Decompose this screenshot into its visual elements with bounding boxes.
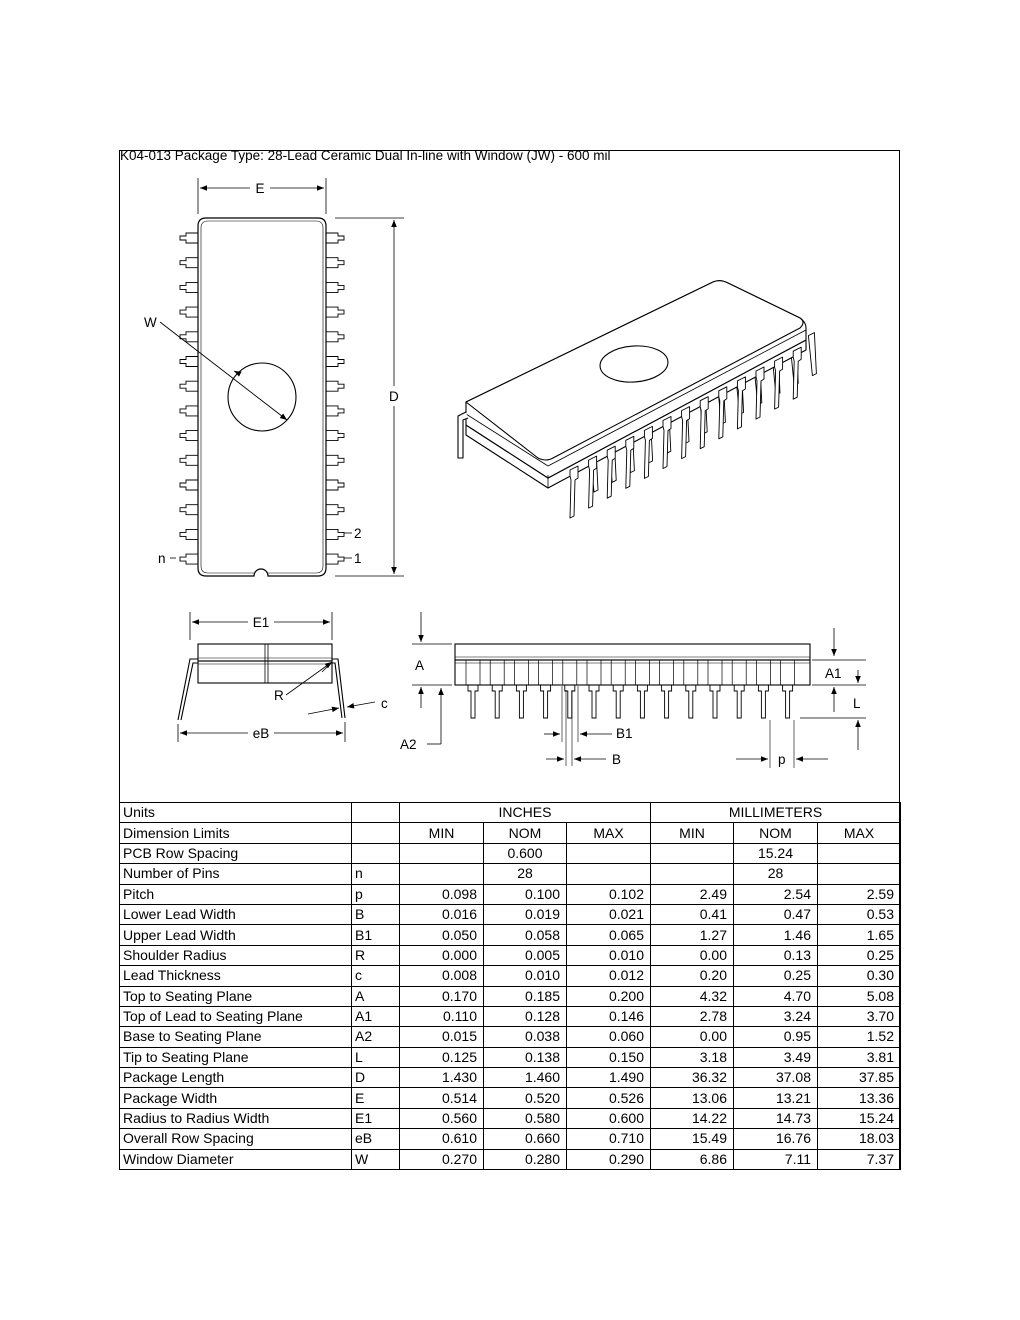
cell-in-nom: 0.520 — [484, 1088, 567, 1108]
cell-sym: B — [352, 904, 400, 924]
cell-mm-max: 0.25 — [818, 945, 901, 965]
cell-mm-nom: 7.11 — [734, 1149, 818, 1169]
iso-front-lead — [737, 377, 745, 429]
cell-in-nom: 0.005 — [484, 945, 567, 965]
side-view-lead — [516, 685, 526, 718]
top-view-lead-left — [180, 282, 198, 292]
cell-mm-max — [818, 864, 901, 884]
side-view-lead-shoulder — [732, 660, 746, 685]
header-sym — [352, 803, 400, 823]
top-view-leads — [180, 233, 344, 564]
cell-in-min: 0.050 — [400, 925, 484, 945]
cell-in-nom: 0.038 — [484, 1027, 567, 1047]
cell-sym: B1 — [352, 925, 400, 945]
dimension-table — [119, 802, 901, 1170]
side-view-lead — [686, 685, 696, 718]
cell-mm-max: 2.59 — [818, 884, 901, 904]
cell-in-min: 1.430 — [400, 1068, 484, 1088]
side-view-lead — [541, 685, 551, 718]
top-view-lead-left — [180, 332, 198, 342]
cell-label: Package Width — [120, 1088, 352, 1108]
top-view-lead-left — [180, 307, 198, 317]
top-view-lead-right — [326, 307, 344, 317]
top-view-lead-right — [326, 381, 344, 391]
top-view-lead-right — [326, 258, 344, 268]
cell-mm-min: 36.32 — [651, 1068, 734, 1088]
header-in-min: MIN — [400, 823, 484, 843]
side-view-lead — [637, 685, 647, 718]
label-pin-1: 1 — [354, 551, 362, 566]
cell-in-max: 0.012 — [567, 966, 651, 986]
label-R: R — [274, 688, 284, 703]
cell-mm-min — [651, 864, 734, 884]
cell-mm-max: 18.03 — [818, 1129, 901, 1149]
top-view-lead-left — [180, 258, 198, 268]
cell-in-max: 0.021 — [567, 904, 651, 924]
cell-mm-nom: 15.24 — [734, 843, 818, 863]
label-A2: A2 — [400, 737, 417, 752]
cell-mm-min: 15.49 — [651, 1129, 734, 1149]
cell-mm-min: 2.49 — [651, 884, 734, 904]
top-view-lead-right — [326, 233, 344, 243]
header-mm-max: MAX — [818, 823, 901, 843]
side-view-upper-body — [455, 644, 810, 660]
cell-in-max: 0.290 — [567, 1149, 651, 1169]
table-row — [120, 884, 901, 904]
header-in-max: MAX — [567, 823, 651, 843]
side-view-lead — [783, 685, 793, 718]
cell-mm-min: 2.78 — [651, 1006, 734, 1026]
cell-label: Lower Lead Width — [120, 904, 352, 924]
cell-label: Base to Seating Plane — [120, 1027, 352, 1047]
side-view-lead-shoulder — [684, 660, 698, 685]
cell-sym: c — [352, 966, 400, 986]
cell-sym: eB — [352, 1129, 400, 1149]
cell-mm-nom: 0.47 — [734, 904, 818, 924]
side-view-lead-shoulder — [781, 660, 795, 685]
cell-mm-nom: 0.95 — [734, 1027, 818, 1047]
cell-mm-min: 0.00 — [651, 1027, 734, 1047]
table-row — [120, 1108, 901, 1128]
cell-mm-max: 3.81 — [818, 1047, 901, 1067]
cell-mm-max: 15.24 — [818, 1108, 901, 1128]
side-view-lead-shoulder — [514, 660, 528, 685]
top-view-lead-right — [326, 357, 344, 367]
cell-label: Package Length — [120, 1068, 352, 1088]
label-c: c — [381, 696, 388, 711]
cell-in-max: 0.065 — [567, 925, 651, 945]
cell-in-nom: 0.128 — [484, 1006, 567, 1026]
cell-sym: D — [352, 1068, 400, 1088]
cell-sym: n — [352, 864, 400, 884]
cell-mm-max: 1.52 — [818, 1027, 901, 1047]
cell-in-nom: 0.019 — [484, 904, 567, 924]
iso-front-lead — [775, 357, 783, 409]
cell-in-nom: 0.100 — [484, 884, 567, 904]
table-row — [120, 1047, 901, 1067]
side-view-lead — [589, 685, 599, 718]
cell-sym: E1 — [352, 1108, 400, 1128]
iso-front-lead — [570, 466, 578, 518]
iso-front-lead — [793, 347, 801, 399]
cell-in-min: 0.610 — [400, 1129, 484, 1149]
cell-mm-max: 0.30 — [818, 966, 901, 986]
top-view-lead-left — [180, 406, 198, 416]
cell-in-min: 0.514 — [400, 1088, 484, 1108]
header-units: Units — [120, 803, 352, 823]
cell-mm-nom: 1.46 — [734, 925, 818, 945]
cell-mm-nom: 28 — [734, 864, 818, 884]
cell-in-max — [567, 864, 651, 884]
header-mm-min: MIN — [651, 823, 734, 843]
table-header-units — [120, 803, 901, 823]
table-row — [120, 925, 901, 945]
cell-in-min: 0.008 — [400, 966, 484, 986]
cell-in-nom: 28 — [484, 864, 567, 884]
cell-mm-max: 3.70 — [818, 1006, 901, 1026]
label-E1: E1 — [252, 615, 270, 630]
label-n: n — [158, 551, 166, 566]
label-eB: eB — [252, 726, 270, 741]
side-view-lead-shoulder — [756, 660, 770, 685]
cell-in-max: 0.010 — [567, 945, 651, 965]
cell-in-max: 0.526 — [567, 1088, 651, 1108]
top-view-lead-left — [180, 480, 198, 490]
table-row — [120, 966, 901, 986]
table-row — [120, 1068, 901, 1088]
cell-in-nom: 0.138 — [484, 1047, 567, 1067]
cell-in-min: 0.000 — [400, 945, 484, 965]
cell-sym: A2 — [352, 1027, 400, 1047]
header-inches: INCHES — [400, 803, 651, 823]
label-W: W — [144, 315, 157, 330]
side-view-lead — [613, 685, 623, 718]
isometric-view — [458, 281, 816, 518]
top-view-lead-right — [326, 505, 344, 515]
cell-in-nom: 0.010 — [484, 966, 567, 986]
cell-in-nom: 0.280 — [484, 1149, 567, 1169]
top-view-lead-left — [180, 357, 198, 367]
table-row — [120, 986, 901, 1006]
package-body-inner-outline — [201, 221, 323, 573]
cell-mm-nom: 16.76 — [734, 1129, 818, 1149]
table-header-limits — [120, 823, 901, 843]
top-view-lead-right — [326, 529, 344, 539]
cell-mm-min: 13.06 — [651, 1088, 734, 1108]
cell-in-min: 0.270 — [400, 1149, 484, 1169]
cell-label: Radius to Radius Width — [120, 1108, 352, 1128]
side-view-lead-shoulder — [587, 660, 601, 685]
side-view-lead-shoulder — [660, 660, 674, 685]
cell-mm-nom: 37.08 — [734, 1068, 818, 1088]
package-body-outline — [198, 218, 326, 576]
cell-label: Shoulder Radius — [120, 945, 352, 965]
top-view-lead-left — [180, 431, 198, 441]
label-B1: B1 — [616, 726, 633, 741]
cell-in-max: 0.600 — [567, 1108, 651, 1128]
cell-sym — [352, 843, 400, 863]
cell-sym: A — [352, 986, 400, 1006]
side-view-lead-shoulder — [563, 660, 577, 685]
cell-in-nom: 0.660 — [484, 1129, 567, 1149]
side-view-lead — [758, 685, 768, 718]
top-view-lead-left — [180, 381, 198, 391]
label-pin-2: 2 — [354, 526, 362, 541]
end-view — [178, 612, 375, 742]
window-circle — [228, 363, 296, 431]
cell-label: PCB Row Spacing — [120, 843, 352, 863]
cell-in-max: 0.150 — [567, 1047, 651, 1067]
side-view — [412, 612, 866, 768]
label-D: D — [389, 389, 399, 404]
cell-in-max: 0.200 — [567, 986, 651, 1006]
iso-front-lead — [756, 367, 764, 419]
cell-in-min — [400, 864, 484, 884]
cell-label: Window Diameter — [120, 1149, 352, 1169]
side-view-lead-shoulder — [466, 660, 480, 685]
top-view-lead-left — [180, 505, 198, 515]
cell-sym: A1 — [352, 1006, 400, 1026]
cell-mm-min: 4.32 — [651, 986, 734, 1006]
cell-in-min: 0.015 — [400, 1027, 484, 1047]
cell-mm-min: 3.18 — [651, 1047, 734, 1067]
table-row — [120, 904, 901, 924]
table-row — [120, 1027, 901, 1047]
top-view-lead-right — [326, 332, 344, 342]
end-view-left-lead — [178, 659, 198, 720]
cell-in-max: 0.710 — [567, 1129, 651, 1149]
cell-mm-max: 0.53 — [818, 904, 901, 924]
cell-in-max: 0.060 — [567, 1027, 651, 1047]
table-row — [120, 1088, 901, 1108]
cell-in-nom: 1.460 — [484, 1068, 567, 1088]
cell-in-min: 0.098 — [400, 884, 484, 904]
side-view-lead — [734, 685, 744, 718]
cell-mm-nom: 14.73 — [734, 1108, 818, 1128]
side-view-lead-shoulder — [539, 660, 553, 685]
cell-mm-max: 7.37 — [818, 1149, 901, 1169]
top-view-lead-right — [326, 431, 344, 441]
header-dimension-limits: Dimension Limits — [120, 823, 352, 843]
cell-mm-nom: 3.24 — [734, 1006, 818, 1026]
label-B: B — [612, 752, 622, 767]
cell-mm-min: 0.20 — [651, 966, 734, 986]
table-row — [120, 945, 901, 965]
table-row — [120, 1006, 901, 1026]
cell-mm-nom: 13.21 — [734, 1088, 818, 1108]
window-diameter-line — [160, 322, 287, 420]
cell-in-max — [567, 843, 651, 863]
cell-mm-min — [651, 843, 734, 863]
cell-label: Top to Seating Plane — [120, 986, 352, 1006]
cell-in-min — [400, 843, 484, 863]
label-A1: A1 — [825, 666, 842, 681]
header-in-nom: NOM — [484, 823, 567, 843]
header-mm-nom: NOM — [734, 823, 818, 843]
side-view-lead — [468, 685, 478, 718]
top-view-lead-right — [326, 282, 344, 292]
cell-in-max: 0.146 — [567, 1006, 651, 1026]
cell-in-min: 0.110 — [400, 1006, 484, 1026]
side-view-lead — [710, 685, 720, 718]
cell-label: Top of Lead to Seating Plane — [120, 1006, 352, 1026]
top-view-lead-right — [326, 480, 344, 490]
cell-sym: R — [352, 945, 400, 965]
cell-in-min: 0.170 — [400, 986, 484, 1006]
cell-mm-max: 13.36 — [818, 1088, 901, 1108]
top-view-lead-right — [326, 554, 344, 564]
top-view — [160, 178, 404, 576]
top-view-lead-left — [180, 233, 198, 243]
side-view-lead-shoulder — [490, 660, 504, 685]
cell-sym: E — [352, 1088, 400, 1108]
cell-label: Overall Row Spacing — [120, 1129, 352, 1149]
cell-mm-min: 14.22 — [651, 1108, 734, 1128]
cell-label: Tip to Seating Plane — [120, 1047, 352, 1067]
cell-mm-nom: 0.25 — [734, 966, 818, 986]
cell-in-max: 0.102 — [567, 884, 651, 904]
cell-in-nom: 0.185 — [484, 986, 567, 1006]
cell-label: Lead Thickness — [120, 966, 352, 986]
table-row — [120, 1149, 901, 1169]
cell-label: Number of Pins — [120, 864, 352, 884]
label-p: p — [778, 752, 786, 767]
label-E: E — [255, 181, 265, 196]
iso-front-lead — [719, 387, 727, 439]
cell-in-min: 0.125 — [400, 1047, 484, 1067]
cell-mm-min: 6.86 — [651, 1149, 734, 1169]
cell-mm-min: 0.41 — [651, 904, 734, 924]
side-view-leads — [466, 660, 795, 718]
side-view-lead — [492, 685, 502, 718]
drawing-title: K04-013 Package Type: 28-Lead Ceramic Dual In-line with Window (JW) - 600 mil — [120, 148, 611, 163]
label-L: L — [853, 696, 861, 711]
cell-in-min: 0.560 — [400, 1108, 484, 1128]
cell-mm-nom: 0.13 — [734, 945, 818, 965]
cell-sym: L — [352, 1047, 400, 1067]
side-view-lead-shoulder — [635, 660, 649, 685]
side-view-lead-shoulder — [611, 660, 625, 685]
cell-in-nom: 0.058 — [484, 925, 567, 945]
cell-sym: p — [352, 884, 400, 904]
cell-in-nom: 0.580 — [484, 1108, 567, 1128]
cell-mm-min: 1.27 — [651, 925, 734, 945]
cell-in-max: 1.490 — [567, 1068, 651, 1088]
cell-in-nom: 0.600 — [484, 843, 567, 863]
label-A: A — [415, 658, 425, 673]
side-view-lead — [662, 685, 672, 718]
cell-mm-nom: 4.70 — [734, 986, 818, 1006]
side-view-lead-shoulder — [708, 660, 722, 685]
table-row — [120, 843, 901, 863]
header-limits-sym — [352, 823, 400, 843]
cell-label: Upper Lead Width — [120, 925, 352, 945]
cell-mm-max: 1.65 — [818, 925, 901, 945]
top-view-lead-right — [326, 406, 344, 416]
cell-sym: W — [352, 1149, 400, 1169]
top-view-lead-right — [326, 455, 344, 465]
cell-mm-nom: 2.54 — [734, 884, 818, 904]
header-millimeters: MILLIMETERS — [651, 803, 901, 823]
top-view-lead-left — [180, 455, 198, 465]
cell-in-min: 0.016 — [400, 904, 484, 924]
cell-mm-max: 5.08 — [818, 986, 901, 1006]
top-view-lead-left — [180, 554, 198, 564]
table-row — [120, 864, 901, 884]
iso-back-lead — [808, 333, 816, 376]
cell-mm-max: 37.85 — [818, 1068, 901, 1088]
cell-mm-nom: 3.49 — [734, 1047, 818, 1067]
cell-label: Pitch — [120, 884, 352, 904]
cell-mm-max — [818, 843, 901, 863]
cell-mm-min: 0.00 — [651, 945, 734, 965]
table-row — [120, 1129, 901, 1149]
top-view-lead-left — [180, 529, 198, 539]
